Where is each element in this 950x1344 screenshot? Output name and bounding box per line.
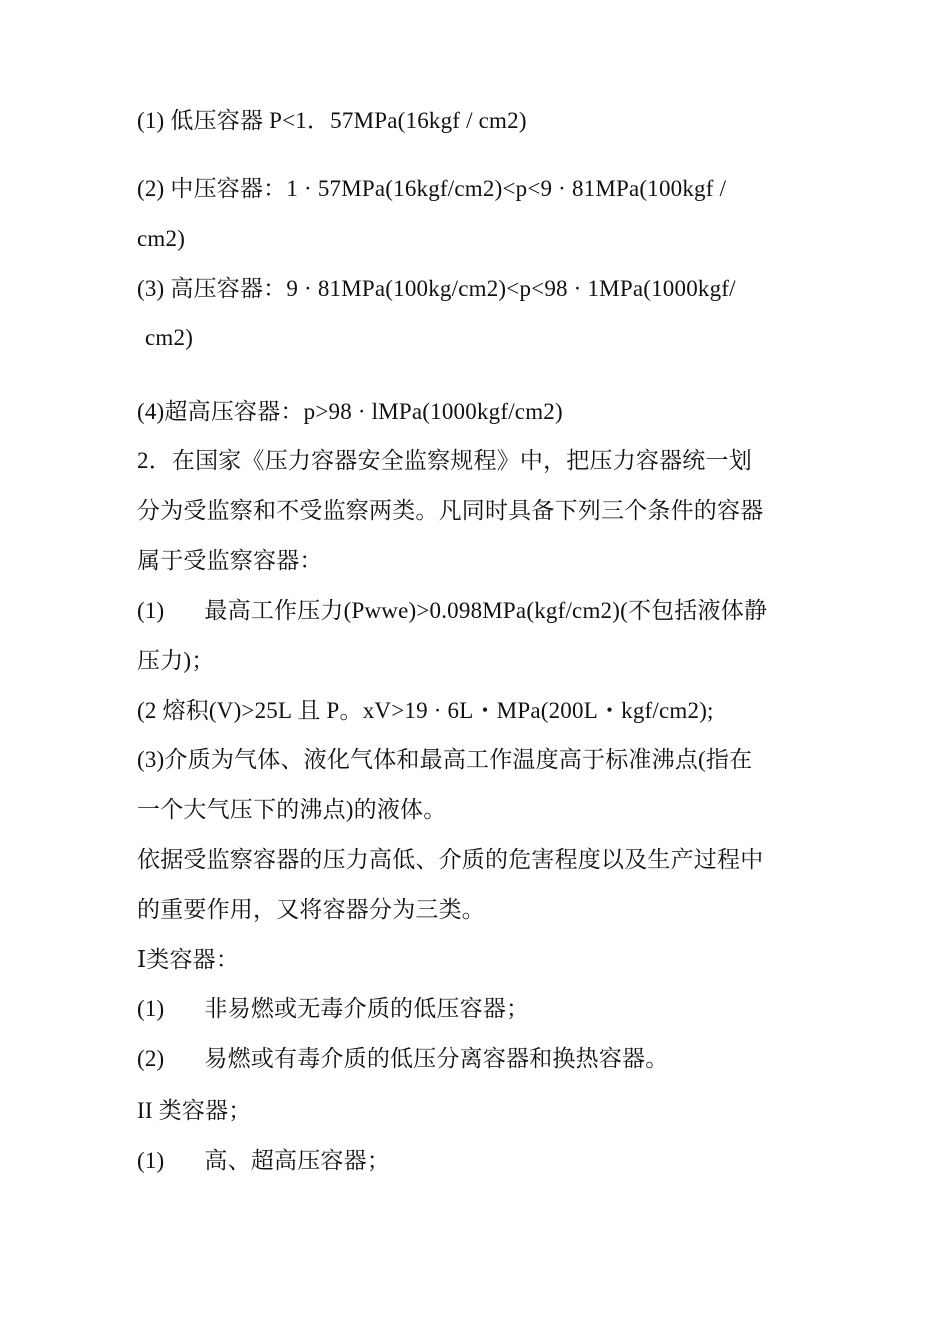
list-text: 最高工作压力(Pwwe)>0.098MPa(kgf/cm2)(不包括液体静 (204, 598, 768, 623)
text-line: (3) 高压容器：9 · 81MPa(100kg/cm2)<p<98 · 1MPa(1000kgf/ (137, 276, 736, 301)
text-line: 压力)； (137, 648, 215, 673)
list-text: 易燃或有毒介质的低压分离容器和换热容器。 (204, 1046, 669, 1071)
text-line: 依据受监察容器的压力高低、介质的危害程度以及生产过程中 (137, 847, 764, 872)
text-line: (4)超高压容器：p>98 · lMPa(1000kgf/cm2) (137, 399, 563, 424)
list-item (137, 1044, 668, 1074)
text-line: 2．在国家《压力容器安全监察规程》中，把压力容器统一划 (137, 448, 752, 473)
list-marker: (1) (137, 598, 165, 623)
text-line: (3)介质为气体、液化气体和最高工作温度高于标准沸点(指在 (137, 747, 753, 772)
list-text: 非易燃或无毒介质的低压容器； (204, 996, 530, 1021)
text-line: cm2) (145, 325, 194, 350)
list-item (137, 994, 529, 1024)
list-item (137, 596, 767, 626)
text-line: 分为受监察和不受监察两类。凡同时具备下列三个条件的容器 (137, 498, 764, 523)
text-line: (2 熔积(V)>25L 且 P。xV>19 · 6L・MPa(200L・kgf/cm2); (137, 698, 714, 723)
text-line: 的重要作用，又将容器分为三类。 (137, 897, 485, 922)
text-line: (2) 中压容器：1 · 57MPa(16kgf/cm2)<p<9 · 81MPa(100kgf / (137, 176, 727, 201)
list-marker: (1) (137, 1148, 165, 1173)
text-line: (1) 低压容器 P<1．57MPa(16kgf / cm2) (137, 108, 527, 133)
list-marker: (1) (137, 996, 165, 1021)
text-line: 属于受监察容器： (137, 548, 323, 573)
list-item (137, 1146, 390, 1176)
text-line: cm2) (137, 226, 186, 251)
section-heading: Ⅰ类容器： (137, 947, 240, 972)
list-marker: (2) (137, 1046, 165, 1071)
list-text: 高、超高压容器； (204, 1148, 391, 1173)
text-line: 一个大气压下的沸点)的液体。 (137, 797, 447, 822)
section-heading: II 类容器； (137, 1098, 252, 1123)
